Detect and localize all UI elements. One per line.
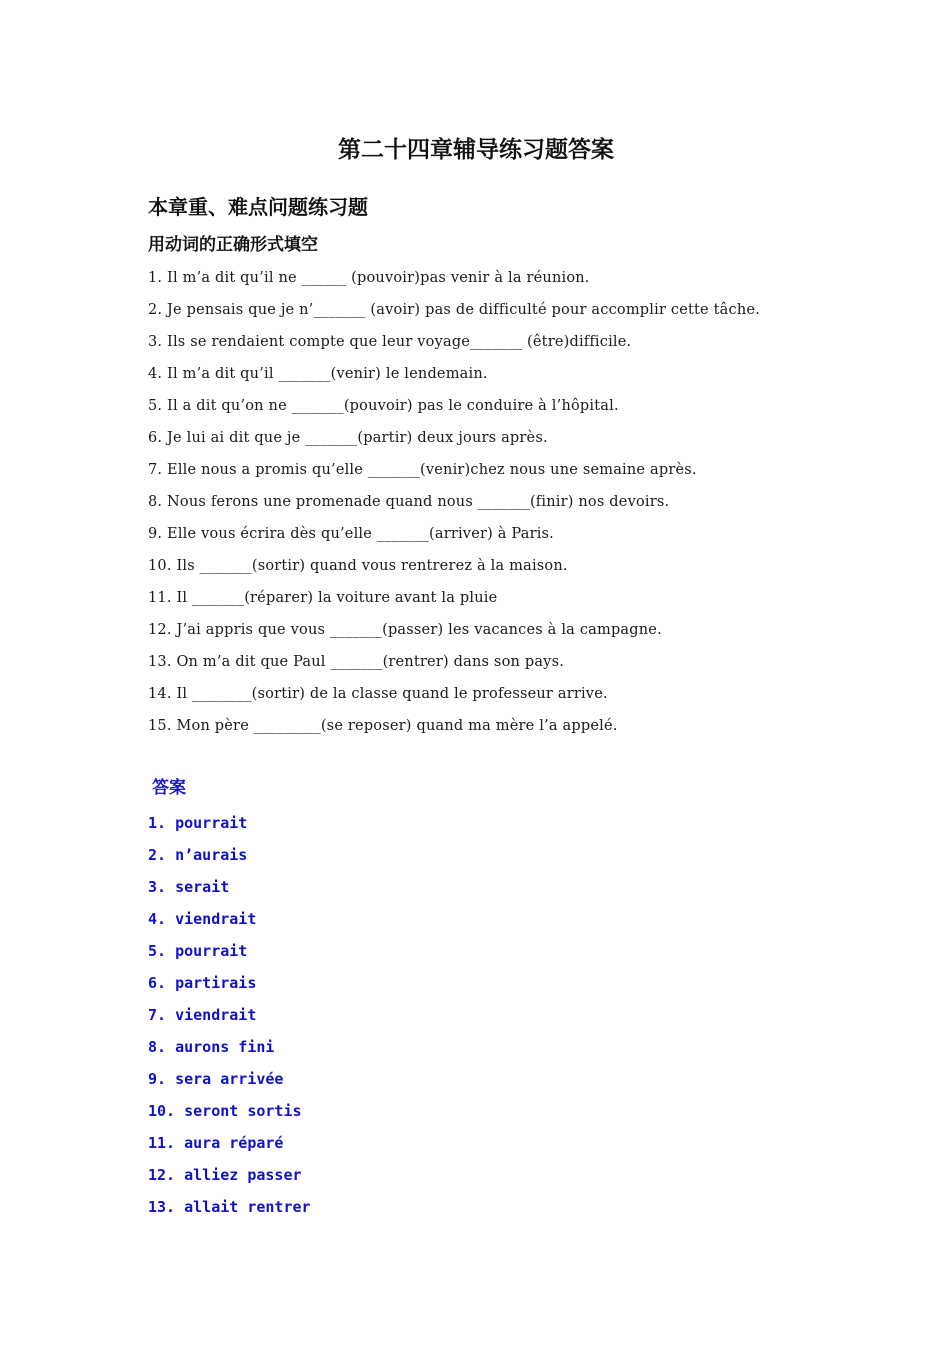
answer-item: 10. seront sortis bbox=[148, 1102, 302, 1120]
document-title: 第二十四章辅导练习题答案 bbox=[338, 137, 614, 163]
exercise-item: 4. Il m’a dit qu’il _______(venir) le lendemain. bbox=[148, 366, 488, 382]
exercise-list bbox=[148, 262, 908, 742]
exercise-item: 10. Ils _______(sortir) quand vous rentrerez à la maison. bbox=[148, 558, 568, 574]
answer-item: 7. viendrait bbox=[148, 1006, 257, 1024]
answer-item: 11. aura réparé bbox=[148, 1134, 284, 1152]
exercise-item: 8. Nous ferons une promenade quand nous _______(finir) nos devoirs. bbox=[148, 494, 670, 510]
answer-item: 6. partirais bbox=[148, 974, 257, 992]
section-heading: 本章重、难点问题练习题 bbox=[148, 195, 368, 219]
exercise-item: 14. Il ________(sortir) de la classe quand le professeur arrive. bbox=[148, 686, 608, 702]
answers-heading: 答案 bbox=[152, 778, 186, 798]
exercise-item: 15. Mon père _________(se reposer) quand ma mère l’a appelé. bbox=[148, 718, 618, 734]
answer-item: 2. n’aurais bbox=[148, 846, 248, 864]
exercise-item: 11. Il _______(réparer) la voiture avant la pluie bbox=[148, 590, 498, 606]
answer-list bbox=[148, 807, 648, 1223]
exercise-item: 2. Je pensais que je n’_______ (avoir) pas de difficulté pour accomplir cette tâche. bbox=[148, 302, 760, 318]
exercise-item: 5. Il a dit qu’on ne _______(pouvoir) pas le conduire à l’hôpital. bbox=[148, 398, 619, 414]
exercise-item: 7. Elle nous a promis qu’elle _______(venir)chez nous une semaine après. bbox=[148, 462, 697, 478]
answer-item: 1. pourrait bbox=[148, 814, 248, 832]
exercise-item: 13. On m’a dit que Paul _______(rentrer) dans son pays. bbox=[148, 654, 565, 670]
exercise-instructions: 用动词的正确形式填空 bbox=[148, 235, 318, 255]
answer-item: 3. serait bbox=[148, 878, 230, 896]
answer-item: 13. allait rentrer bbox=[148, 1198, 311, 1216]
answer-item: 8. aurons fini bbox=[148, 1038, 275, 1056]
exercise-item: 12. J’ai appris que vous _______(passer) les vacances à la campagne. bbox=[148, 622, 662, 638]
answer-item: 5. pourrait bbox=[148, 942, 248, 960]
exercise-item: 1. Il m’a dit qu’il ne ______ (pouvoir)pas venir à la réunion. bbox=[148, 270, 590, 286]
answer-item: 12. alliez passer bbox=[148, 1166, 302, 1184]
exercise-item: 6. Je lui ai dit que je _______(partir) deux jours après. bbox=[148, 430, 548, 446]
answer-item: 9. sera arrivée bbox=[148, 1070, 284, 1088]
exercise-item: 9. Elle vous écrira dès qu’elle _______(arriver) à Paris. bbox=[148, 526, 554, 542]
answer-item: 4. viendrait bbox=[148, 910, 257, 928]
exercise-item: 3. Ils se rendaient compte que leur voyage_______ (être)difficile. bbox=[148, 334, 632, 350]
